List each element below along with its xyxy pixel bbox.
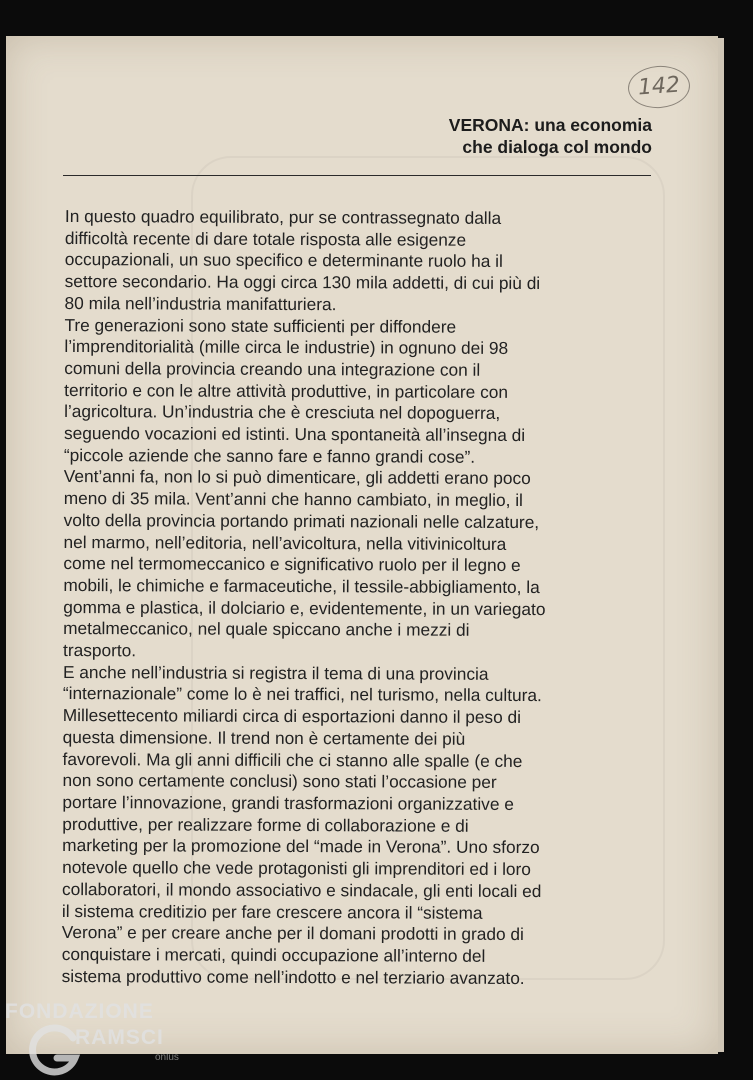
handwritten-page-number: 142 [627,64,692,110]
body-line: E anche nell’industria si registra il tema di una provincia [62,661,489,684]
header-line-1: VERONA: una economia [448,115,652,135]
body-line: metalmeccanico, nel quale spiccano anche i mezzi di [63,618,470,641]
body-line: l’agricoltura. Un’industria che è cresciuta nel dopoguerra, [64,401,501,424]
body-line: questa dimensione. Il trend non è certamente dei più [62,726,466,749]
body-line: Verona” e per creare anche per il domani prodotti in grado di [61,922,524,945]
body-line: occupazionali, un suo specifico e determinante ruolo ha il [64,249,503,272]
body-text [62,206,665,990]
body-line: collaboratori, il mondo associativo e sindacale, gli enti locali ed [61,878,542,901]
page-edge [718,38,724,1052]
watermark-suffix: onlus [155,1052,179,1063]
body-line: Tre generazioni sono state sufficienti per diffondere [64,314,457,337]
body-line: mobili, le chimiche e farmaceutiche, il tessile-abbigliamento, la [63,574,540,598]
body-line: 80 mila nell’industria manifatturiera. [64,292,337,314]
archive-watermark [5,996,195,1080]
body-line: territorio e con le altre attività produttive, in particolare con [64,379,509,402]
body-line: non sono certamente conclusi) sono stati l’occasione per [62,770,497,793]
watermark-line-1: FONDAZIONE [5,1000,154,1023]
body-line: portare l’innovazione, grandi trasformazioni organizzative e [62,791,514,814]
body-line: difficoltà recente di dare totale risposta alle esigenze [64,227,467,250]
body-line: produttive, per realizzare forme di collaborazione e di [62,813,469,836]
header-divider [63,175,651,176]
body-line: In questo quadro equilibrato, pur se contrassegnato dalla [64,206,502,228]
body-line: seguendo vocazioni ed istinti. Una spontaneità all’insegna di [63,423,526,446]
body-line: come nel termomeccanico e significativo ruolo per il legno e [63,553,521,576]
body-line: “internazionale” come lo è nei traffici, nel turismo, nella cultura. [62,683,542,706]
body-line: nel marmo, nell’editoria, nell’avicoltura, nella vitivinicoltura [63,531,507,554]
header-line-2: che dialoga col mondo [462,137,652,157]
body-line: favorevoli. Ma gli anni difficili che ci stanno alle spalle (e che [62,748,523,771]
body-line: Millesettecento miliardi circa di esportazioni danno il peso di [62,705,522,728]
body-line: gomma e plastica, il dolciario e, evidentemente, in un variegato [63,596,546,619]
body-line: notevole quello che vede protagonisti gli imprenditori ed i loro [62,857,531,880]
body-line: comuni della provincia creando una integrazione con il [64,357,481,380]
body-line: l’imprenditorialità (mille circa le industrie) in ognuno dei 98 [64,336,509,359]
body-line: il sistema creditizio per fare crescere ancora il “sistema [61,900,483,923]
watermark-line-2: RAMSCI [75,1026,164,1049]
body-line: settore secondario. Ha oggi circa 130 mila addetti, di cui più di [64,271,541,294]
body-line: marketing per la promozione del “made in Verona”. Uno sforzo [62,835,540,858]
body-line: Vent’anni fa, non lo si può dimenticare, gli addetti erano poco [63,466,531,489]
section-header [449,114,652,158]
body-line: trasporto. [63,640,137,661]
body-line: “piccole aziende che sanno fare e fanno grandi cose”. [63,444,476,467]
body-line: conquistare i mercati, quindi occupazione all’interno del [61,943,486,966]
body-line: sistema produttivo come nell’indotto e nel terziario avanzato. [61,965,525,988]
body-line: volto della provincia portando primati nazionali nelle calzature, [63,509,540,532]
body-line: meno di 35 mila. Vent’anni che hanno cambiato, in meglio, il [63,488,523,511]
